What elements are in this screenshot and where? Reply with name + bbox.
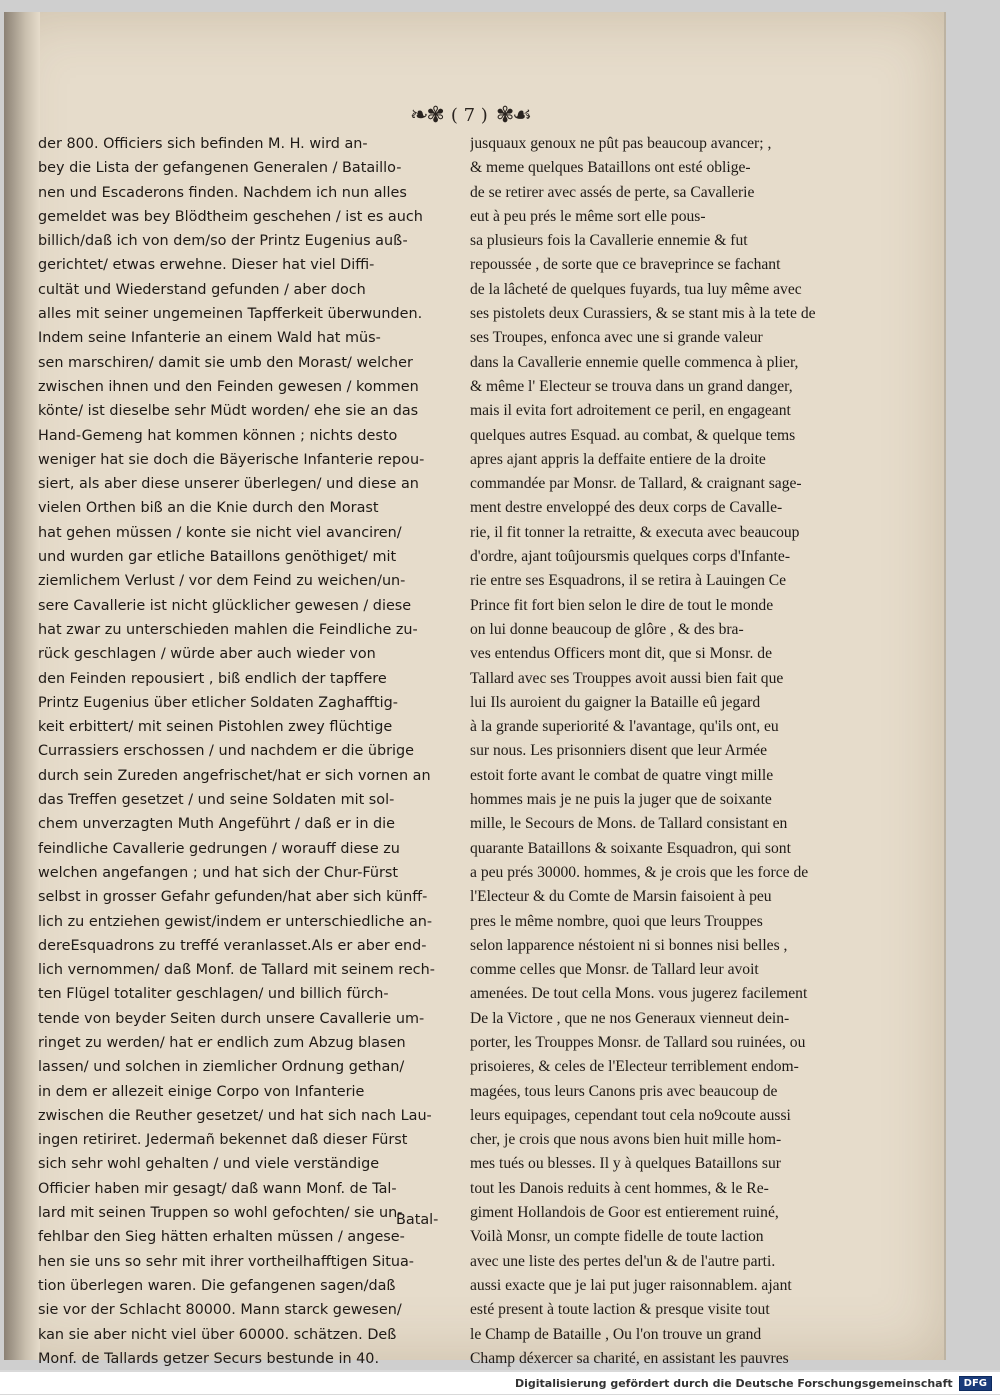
text-line: quelques autres Esquad. au combat, & quelque tems <box>470 426 796 444</box>
text-line: keit erbittert/ mit seinen Pistohlen zwey flüchtige <box>38 719 393 736</box>
text-line: tout les Danois reduits à cent hommes, & le Re- <box>470 1179 769 1197</box>
text-line: rie, il fit tonner la retraitte, & executa avec beaucoup <box>470 523 800 541</box>
text-line: de se retirer avec assés de perte, sa Cavallerie <box>470 183 755 201</box>
text-line: esté present à toute laction & presque visite tout <box>470 1301 770 1319</box>
text-line: hat zwar zu unterschieden mahlen die Feindliche zu- <box>38 621 418 638</box>
text-line: Champ déxercer sa charité, en assistant les pauvres <box>470 1349 789 1367</box>
text-line: ses Troupes, enfonca avec une si grande valeur <box>470 329 763 347</box>
text-line: aussi exacte que je lai put juger raisonnablem. ajant <box>470 1276 792 1294</box>
text-line: weniger hat sie doch die Bäyerische Infanterie repou- <box>38 451 425 468</box>
text-line: de la lâcheté de quelques fuyards, tua luy même avec <box>470 280 802 298</box>
text-line: selon lapparence néstoient ni si bonnes nisi belles , <box>470 936 788 954</box>
text-line: zwischen ihnen und den Feinden gewesen / kommen <box>38 378 419 395</box>
text-line: durch sein Zureden angefrischet/hat er sich vornen an <box>38 767 431 784</box>
text-line: Officier haben mir gesagt/ daß wann Monf. de Tal- <box>38 1180 397 1197</box>
page-header <box>345 100 595 130</box>
digitization-footer <box>0 1372 1000 1394</box>
text-line: lich zu entziehen gewist/indem er unterschiedliche an- <box>38 913 433 930</box>
text-line: und wurden gar etliche Bataillons genöthiget/ mit <box>38 549 397 566</box>
text-line: rie entre ses Esquadrons, il se retira à Lauingen Ce <box>470 572 787 590</box>
text-line: quarante Bataillons & soixante Esquadron, qui sont <box>470 839 791 857</box>
text-line: a peu prés 30000. hommes, & je crois que les force de <box>470 863 809 881</box>
text-line: hen sie uns so sehr mit ihrer vortheilhafftigen Situa- <box>38 1253 414 1270</box>
text-line: sen marschiren/ damit sie umb den Morast/ welcher <box>38 354 413 371</box>
text-line: ziemlichem Verlust / vor dem Feind zu weichen/un- <box>38 573 406 590</box>
text-line: estoit forte avant le combat de quatre vingt mille <box>470 766 774 784</box>
text-line: Printz Eugenius über etlicher Soldaten Zaghafftig- <box>38 694 398 711</box>
text-line: vielen Orthen biß an die Knie durch den Morast <box>38 500 379 517</box>
text-line: d'ordre, ajant toûjoursmis quelques corps d'Infante- <box>470 548 791 566</box>
text-line: sich sehr wohl gehalten / und viele verständige <box>38 1156 380 1173</box>
text-line: avec une liste des pertes del'un & de l'autre parti. <box>470 1252 776 1270</box>
text-line: on lui donne beaucoup de glôre , & des bra- <box>470 620 744 638</box>
text-line: pres le même nombre, quoi que leurs Trouppes <box>470 912 763 930</box>
text-line: comme celles que Monsr. de Tallard leur avoit <box>470 961 759 979</box>
text-line: selbst in grosser Gefahr gefunden/hat aber sich künff- <box>38 889 428 906</box>
text-line: lui Ils auroient du gaigner la Bataille eû jegard <box>470 693 761 711</box>
text-line: mes tués ou blesses. Il y à quelques Bataillons sur <box>470 1155 781 1173</box>
text-line: eut à peu prés le même sort elle pous- <box>470 207 706 225</box>
text-line: bey die Lista der gefangenen Generalen / Bataillo- <box>38 160 402 177</box>
text-line: könte/ ist dieselbe sehr Müdt worden/ ehe sie an das <box>38 403 419 420</box>
text-line: lard mit seinen Truppen so wohl gefochten/ sie un- <box>38 1205 403 1222</box>
text-line: der 800. Officiers sich befinden M. H. wird an- <box>38 136 368 152</box>
text-line: hat gehen müssen / konte sie nicht viel avanciren/ <box>38 524 402 541</box>
text-line: giment Hollandois de Goor est entierement ruiné, <box>470 1204 779 1222</box>
text-line: billich/daß ich von dem/so der Printz Eugenius auß- <box>38 233 408 250</box>
text-line: hommes mais je ne puis la juger que de soixante <box>470 791 772 809</box>
text-line: amenées. De tout cella Mons. vous jugerez facilement <box>470 985 808 1003</box>
text-line: & meme quelques Bataillons ont esté oblige- <box>470 159 751 177</box>
text-line: ten Flügel totaliter geschlagen/ und billich fürch- <box>38 986 389 1003</box>
text-line: sere Cavallerie ist nicht glücklicher gewesen / diese <box>38 597 412 614</box>
text-line: lassen/ und solchen in ziemlicher Ordnung gethan/ <box>38 1059 405 1076</box>
text-line: à la grande superiorité & l'avantage, qu'ils ont, eu <box>470 718 779 736</box>
text-line: lich vernommen/ daß Monf. de Tallard mit seinem rech- <box>38 962 435 979</box>
text-line: dereEsquadrons zu treffé veranlasset.Als er aber end- <box>38 937 427 954</box>
text-line: sie vor der Schlacht 80000. Mann starck gewesen/ <box>38 1302 402 1319</box>
text-line: nen und Escaderons finden. Nachdem ich nun alles <box>38 184 407 201</box>
text-line: ses pistolets deux Curassiers, & se stant mis à la tete de <box>470 305 816 323</box>
text-line: gemeldet was bey Blödtheim geschehen / ist es auch <box>38 208 423 225</box>
text-line: ment destre enveloppé des deux corps de Cavalle- <box>470 499 783 517</box>
text-line: mille, le Secours de Mons. de Tallard consistant en <box>470 815 788 833</box>
text-line: & même l' Electeur se trouva dans un grand danger, <box>470 377 793 395</box>
text-line: leurs equipages, cependant tout cela no9coute aussi <box>470 1106 791 1124</box>
text-line: commandée par Monsr. de Tallard, & craignant sage- <box>470 475 802 493</box>
page-gutter <box>4 12 40 1360</box>
text-line: Monf. de Tallards getzer Securs bestunde in 40. <box>38 1350 380 1367</box>
catchword: Batal- <box>396 1212 439 1228</box>
text-line: magées, tous leurs Canons pris avec beaucoup de <box>470 1082 778 1100</box>
text-line: dans la Cavallerie ennemie quelle commenca à plier, <box>470 353 799 371</box>
footer-credit: Digitalisierung gefördert durch die Deutsche Forschungsgemeinschaft <box>514 1376 953 1390</box>
text-line: cultät und Wiederstand gefunden / aber doch <box>38 281 366 298</box>
text-line: Tallard avec ses Trouppes avoit aussi bien fait que <box>470 669 784 687</box>
text-line: fehlbar den Sieg hätten erhalten müssen / angese- <box>38 1229 405 1246</box>
text-line: De la Victore , que ne nos Generaux vienneut dein- <box>470 1009 790 1027</box>
text-line: ringet zu werden/ hat er endlich zum Abzug blasen <box>38 1034 406 1051</box>
text-line: chem unverzagten Muth Angeführt / daß er in die <box>38 816 396 833</box>
page-number: ( 7 ) <box>450 104 488 126</box>
text-line: mais il evita fort adroitement ce peril, en engageant <box>470 402 791 420</box>
text-line: sur nous. Les prisonniers disent que leur Armée <box>470 742 768 760</box>
text-line: Voilà Monsr, un compte fidelle de toute laction <box>470 1228 764 1246</box>
text-line: das Treffen gesetzet / und seine Soldaten mit sol- <box>38 792 395 809</box>
text-line: Currassiers erschossen / und nachdem er die übrige <box>38 743 415 760</box>
text-line: le Champ de Bataille , Ou l'on trouve un grand <box>470 1325 762 1343</box>
text-line: prisoieres, & celes de l'Electeur terriblement endom- <box>470 1058 799 1076</box>
text-line: sa plusieurs fois la Cavallerie ennemie & fut <box>470 232 748 250</box>
text-line: porter, les Trouppes Monsr. de Tallard sou ruinées, ou <box>470 1033 806 1051</box>
text-line: Hand-Gemeng hat kommen können ; nichts desto <box>38 427 398 444</box>
text-line: tion überlegen waren. Die gefangenen sagen/daß <box>38 1277 396 1294</box>
text-line: kan sie aber nicht viel über 60000. schätzen. Deß <box>38 1326 397 1343</box>
french-text-column <box>470 132 890 1395</box>
text-line: feindliche Cavallerie gedrungen / worauff diese zu <box>38 840 400 857</box>
german-text-column <box>38 132 448 1371</box>
text-line: ves entendus Officers mont dit, que si Monsr. de <box>470 645 773 663</box>
ornament-left-icon: ❧✾ <box>410 102 443 128</box>
text-line: welchen angefangen ; und hat sich der Chur-Fürst <box>38 864 399 881</box>
text-line: apres ajant appris la deffaite entiere de la droite <box>470 450 766 468</box>
text-line: tende von beyder Seiten durch unsere Cavallerie um- <box>38 1010 425 1027</box>
text-line: cher, je crois que nous avons bien huit mille hom- <box>470 1131 782 1149</box>
text-line: Indem seine Infanterie an einem Wald hat müs- <box>38 330 381 347</box>
text-line: siert, als aber diese unserer überlegen/ und diese an <box>38 476 419 493</box>
text-line: zwischen die Reuther gesetzet/ und hat sich nach Lau- <box>38 1107 432 1124</box>
text-line: alles mit seiner ungemeinen Tapfferkeit überwunden. <box>38 306 423 323</box>
dfg-logo: DFG <box>959 1376 992 1391</box>
text-line: repoussée , de sorte que ce braveprince se fachant <box>470 256 781 274</box>
text-line: Prince fit fort bien selon le dire de tout le monde <box>470 596 774 614</box>
text-line: den Feinden repousiert , biß endlich der tapffere <box>38 670 387 687</box>
text-line: in dem er allezeit einige Corpo von Infanterie <box>38 1083 365 1100</box>
text-line: ingen retiriret. Jedermañ bekennet daß dieser Fürst <box>38 1132 408 1149</box>
text-line: l'Electeur & du Comte de Marsin faisoient à peu <box>470 888 772 906</box>
text-line: gerichtet/ etwas erwehne. Dieser hat viel Diffi- <box>38 257 375 274</box>
text-line: jusquaux genoux ne pût pas beaucoup avancer; , <box>470 135 772 152</box>
text-line: rück geschlagen / würde aber auch wieder von <box>38 646 376 663</box>
ornament-right-icon: ✾☙ <box>495 102 530 128</box>
